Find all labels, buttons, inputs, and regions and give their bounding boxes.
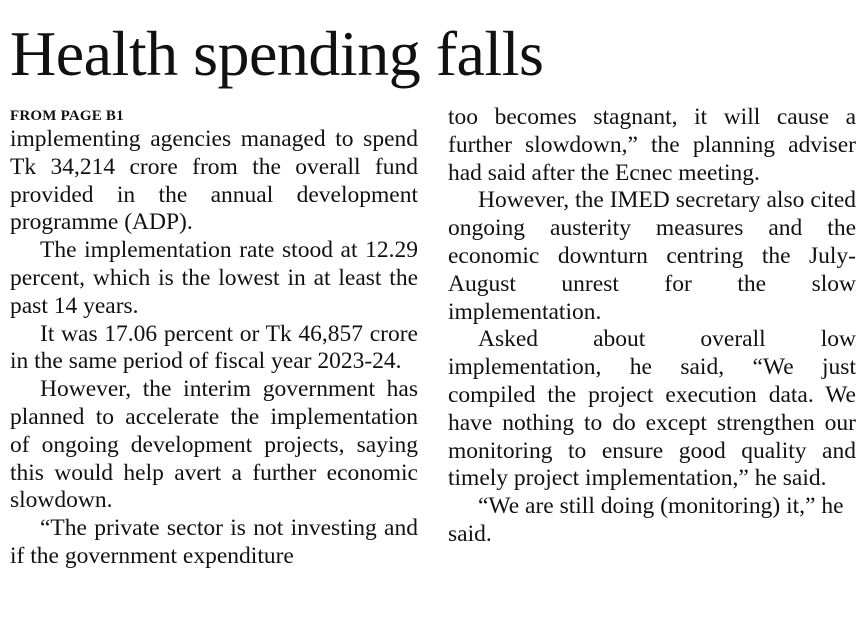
headline: Health spending falls — [10, 18, 544, 89]
paragraph: Asked about overall low implementation, he said, “We just compiled the project execution data. We have nothing to do except strengthen our monitoring to ensure good quality and timely project implementation,” he said. — [448, 326, 856, 492]
paragraph: The implementation rate stood at 12.29 percent, which is the lowest in at least the past 14 years. — [10, 237, 418, 319]
paragraph: However, the IMED secretary also cited ongoing austerity measures and the economic downturn centring the July-August unrest for the slow implementation. — [448, 187, 856, 325]
continuation-kicker: FROM PAGE B1 — [10, 108, 124, 124]
article-column-right — [448, 104, 856, 549]
paragraph: implementing agencies managed to spend Tk 34,214 crore from the overall fund provided in the annual development programme (ADP). — [10, 126, 418, 236]
paragraph: too becomes stagnant, it will cause a further slowdown,” the planning adviser had said after the Ecnec meeting. — [448, 104, 856, 186]
paragraph: It was 17.06 percent or Tk 46,857 crore in the same period of fiscal year 2023-24. — [10, 320, 418, 375]
paragraph: “The private sector is not investing and if the government expenditure — [10, 515, 418, 569]
article-column-left — [10, 106, 418, 571]
paragraph: However, the interim government has planned to accelerate the implementation of ongoing development projects, saying this would help avert a further economic slowdown. — [10, 376, 418, 514]
paragraph: “We are still doing (monitoring) it,” he said. — [448, 493, 844, 547]
